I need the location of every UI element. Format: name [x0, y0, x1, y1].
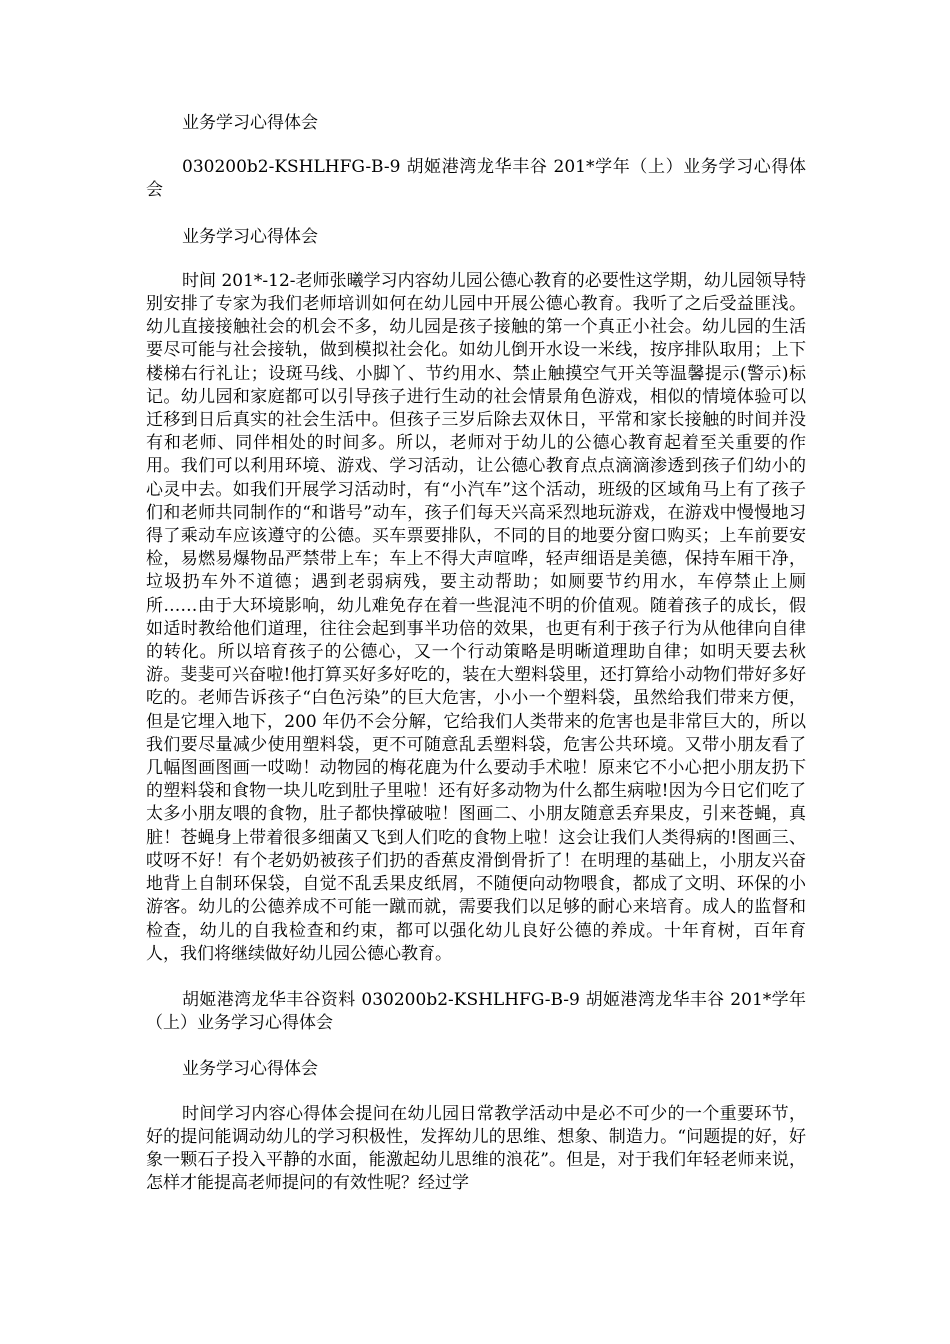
- document-page: [146, 112, 806, 1195]
- section-heading: 业务学习心得体会: [182, 1059, 318, 1080]
- section-heading: 业务学习心得体会: [182, 113, 318, 133]
- section-heading: 业务学习心得体会: [182, 226, 318, 247]
- document-subtitle: 030200b2-KSHLHFG-B-9 胡姬港湾龙华丰谷 201*学年（上）业务学习心得体会: [146, 157, 806, 201]
- body-paragraph: 时间学习内容心得体会提问在幼儿园日常教学活动中是必不可少的一个重要环节，好的提问能调动幼儿的学习积极性，发挥幼儿的思维、想象、制造力。“问题提的好，好象一颗石子投入平静的水面，能激起幼儿思维的浪花”。但是，对于我们年轻老师来说，怎样才能提高老师提问的有效性呢？经过学: [146, 1103, 806, 1194]
- document-subtitle: 胡姬港湾龙华丰谷资料 030200b2-KSHLHFG-B-9 胡姬港湾龙华丰谷 201*学年（上）业务学习心得体会: [146, 989, 806, 1034]
- body-paragraph: 时间 201*-12-老师张曦学习内容幼儿园公德心教育的必要性这学期，幼儿园领导特别安排了专家为我们老师培训如何在幼儿园中开展公德心教育。我听了之后受益匪浅。幼儿直接接触社会的机会不多，幼儿园是孩子接触的第一个真正小社会。幼儿园的生活要尽可能与社会接轨，做到模拟社会化。如幼儿倒开水设一米线，按序排队取用；上下楼梯右行礼让；设斑马线、小脚丫、节约用水、禁止触摸空气开关等温馨提示(警示)标记。幼儿园和家庭都可以引导孩子进行生动的社会情景角色游戏，相似的情境体验可以迁移到日后真实的社会生活中。但孩子三岁后除去双休日，平常和家长接触的时间并没有和老师、同伴相处的时间多。所以，老师对于幼儿的公德心教育起着至关重要的作用。我们可以利用环境、游戏、学习活动，让公德心教育点点滴滴渗透到孩子们幼小的心灵中去。如我们开展学习活动时，有“小汽车”这个活动，班级的区域角马上有了孩子们和老师共同制作的“和谐号”动车，孩子们每天兴高采烈地玩游戏，在游戏中慢慢地习得了乘动车应该遵守的公德。买车票要排队，不同的目的地要分窗口购买；上车前要安检，易燃易爆物品严禁带上车；车上不得大声喧哗，轻声细语是美德，保持车厢干净，垃圾扔车外不道德；遇到老弱病残，要主动帮助；如厕要节约用水，车停禁止上厕所……由于大环境影响，幼儿难免存在着一些混沌不明的价值观。随着孩子的成长，假如适时教给他们道理，往往会起到事半功倍的效果，也更有利于孩子行为从他律向自律的转化。所以培育孩子的公德心，又一个行动策略是明晰道理助自律；如明天要去秋游。斐斐可兴奋啦!他打算买好多好吃的，装在大塑料袋里，还打算给小动物们带好多好吃的。老师告诉孩子“白色污染”的巨大危害，小小一个塑料袋，虽然给我们带来方便，但是它埋入地下，200 年仍不会分解，它给我们人类带来的危害也是非常巨大的，所以我们要尽量减少使用塑料袋，更不可随意乱丢塑料袋，危害公共环境。又带小朋友看了几幅图画图画一哎呦！动物园的梅花鹿为什么要动手术啦！原来它不小心把小朋友扔下的塑料袋和食物一块儿吃到肚子里啦！还有好多动物为什么都生病啦!因为今日它们吃了太多小朋友喂的食物，肚子都快撑破啦！图画二、小朋友随意丢弃果皮，引来苍蝇，真脏！苍蝇身上带着很多细菌又飞到人们吃的食物上啦！这会让我们人类得病的!图画三、哎呀不好！有个老奶奶被孩子们扔的香蕉皮滑倒骨折了！在明理的基础上，小朋友兴奋地背上自制环保袋，自觉不乱丢果皮纸屑，不随便向动物喂食，都成了文明、环保的小游客。幼儿的公德养成不可能一蹴而就，需要我们以足够的耐心来培育。成人的监督和检查，幼儿的自我检查和约束，都可以强化幼儿良好公德的养成。十年育树，百年育人，我们将继续做好幼儿园公德心教育。: [146, 270, 806, 964]
